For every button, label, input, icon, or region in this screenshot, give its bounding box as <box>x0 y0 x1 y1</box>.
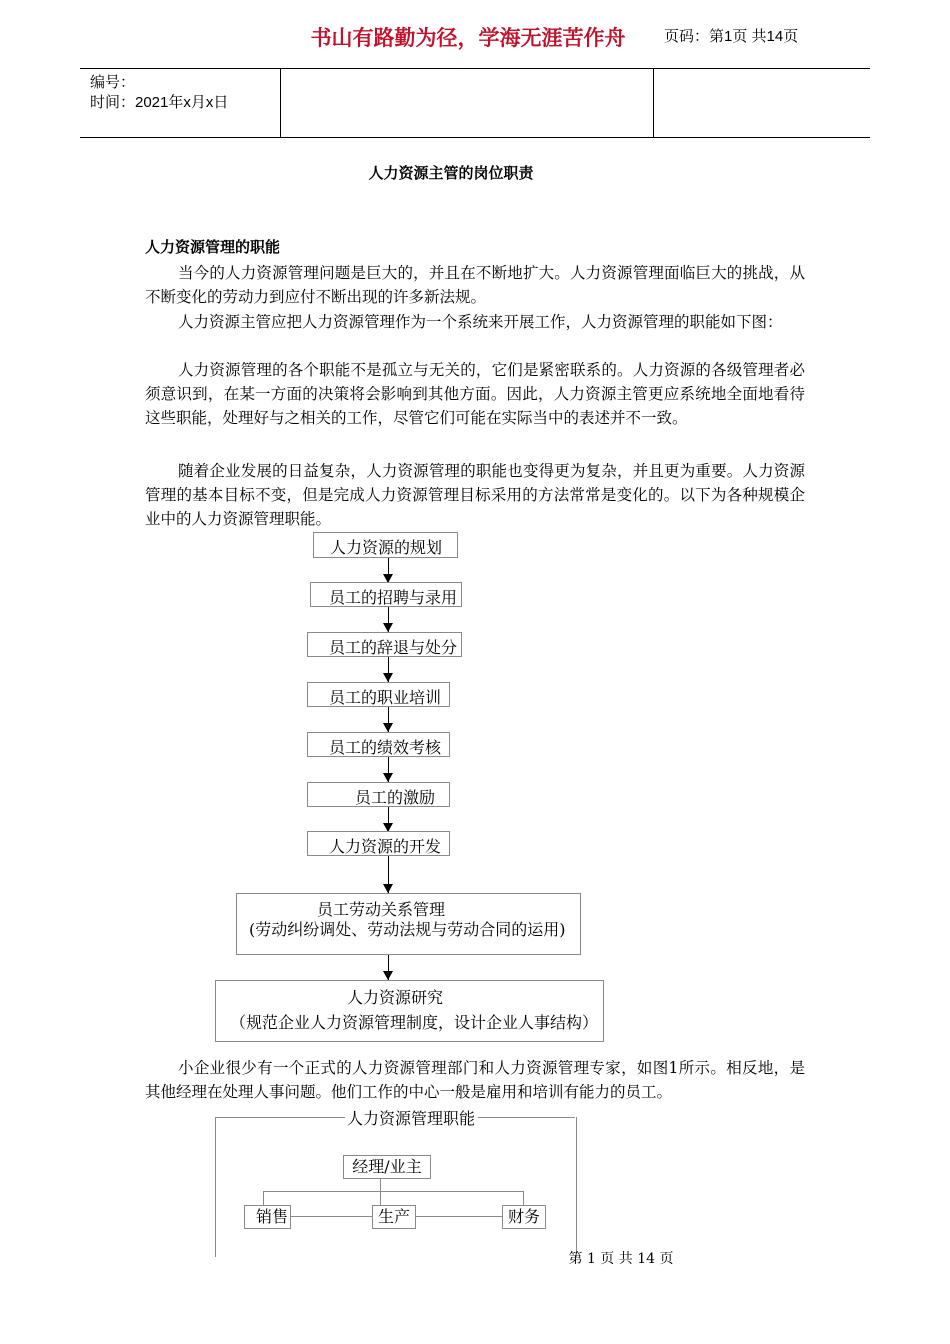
paragraph: 小企业很少有一个正式的人力资源管理部门和人力资源管理专家，如图1所示。相反地，是其他经理在处理人事问题。他们工作的中心一般是雇用和培训有能力的员工。 <box>145 1059 805 1101</box>
paragraph: 当今的人力资源管理问题是巨大的，并且在不断地扩大。人力资源管理面临巨大的挑战，从不断变化的劳动力到应付不断出现的许多新法规。 <box>145 264 805 306</box>
flowchart-step <box>307 732 450 757</box>
flowchart-step <box>307 831 450 856</box>
arrow-down-icon <box>383 884 393 893</box>
research-box-title: 人力资源研究 <box>347 988 444 1007</box>
arrow-down-icon <box>383 673 393 682</box>
org-connector <box>291 1216 372 1217</box>
arrow-down-icon <box>383 723 393 732</box>
flowchart-step-label: 员工的职业培训 <box>329 688 442 707</box>
org-root-box: 经理/业主 <box>343 1155 431 1179</box>
flowchart-step <box>307 682 450 707</box>
arrow-down-icon <box>383 971 393 980</box>
header-motto: 书山有路勤为径，学海无涯苦作舟 <box>310 26 626 50</box>
section-heading: 人力资源管理的职能 <box>145 238 281 256</box>
research-box-detail: （规范企业人力资源管理制度，设计企业人事结构） <box>230 1013 599 1032</box>
labor-box-detail: (劳动纠纷调处、劳动法规与劳动合同的运用) <box>249 920 566 939</box>
document-title: 人力资源主管的岗位职责 <box>368 164 534 182</box>
hr-research-box <box>215 980 604 1042</box>
paragraph: 人力资源主管应把人力资源管理作为一个系统来开展工作，人力资源管理的职能如下图： <box>178 313 783 331</box>
flowchart-step-label: 员工的招聘与录用 <box>329 588 458 607</box>
arrow-down-icon <box>383 773 393 782</box>
labor-relations-box <box>236 893 581 955</box>
header-divider <box>653 69 654 137</box>
arrow-down-icon <box>383 623 393 632</box>
org-connector <box>263 1191 523 1192</box>
header-page-info: 页码：第1页 共14页 <box>664 28 799 45</box>
header-divider <box>280 69 281 137</box>
code-label: 编号： <box>90 74 136 91</box>
flowchart-step <box>307 782 450 807</box>
document-header <box>80 68 870 138</box>
org-frame-line <box>478 1117 575 1118</box>
flowchart-step <box>307 632 462 657</box>
flowchart-step-label: 员工的辞退与处分 <box>329 638 458 657</box>
flowchart-step <box>310 582 462 607</box>
header-meta <box>90 73 228 113</box>
flowchart-step <box>313 532 458 558</box>
org-child-box: 销售 <box>244 1205 291 1229</box>
org-child-box: 生产 <box>372 1205 416 1229</box>
page-footer: 第 1 页 共 14 页 <box>568 1251 674 1267</box>
org-chart-title: 人力资源管理职能 <box>345 1106 477 1129</box>
labor-box-title: 员工劳动关系管理 <box>317 900 446 919</box>
org-connector <box>523 1191 524 1205</box>
org-connector <box>263 1191 264 1205</box>
flowchart-step-label: 员工的绩效考核 <box>329 738 442 757</box>
org-frame-line <box>215 1117 345 1118</box>
org-connector <box>416 1216 502 1217</box>
time-label: 时间：2021年x月x日 <box>90 94 229 111</box>
flowchart-step-label: 员工的激励 <box>355 788 436 807</box>
org-child-box: 财务 <box>502 1205 546 1229</box>
org-chart-frame <box>215 1117 577 1257</box>
paragraph: 随着企业发展的日益复杂，人力资源管理的职能也变得更为复杂，并且更为重要。人力资源管理的基本目标不变，但是完成人力资源管理目标采用的方法常常是变化的。以下为各种规模企业中的人力资源管理职能。 <box>145 462 805 528</box>
flowchart-step-label: 人力资源的开发 <box>329 837 442 856</box>
flowchart-step-label: 人力资源的规划 <box>330 538 443 557</box>
paragraph: 人力资源管理的各个职能不是孤立与无关的，它们是紧密联系的。人力资源的各级管理者必须意识到，在某一方面的决策将会影响到其他方面。因此，人力资源主管更应系统地全面地看待这些职能，处理好与之相关的工作，尽管它们可能在实际当中的表述并不一致。 <box>145 361 805 427</box>
